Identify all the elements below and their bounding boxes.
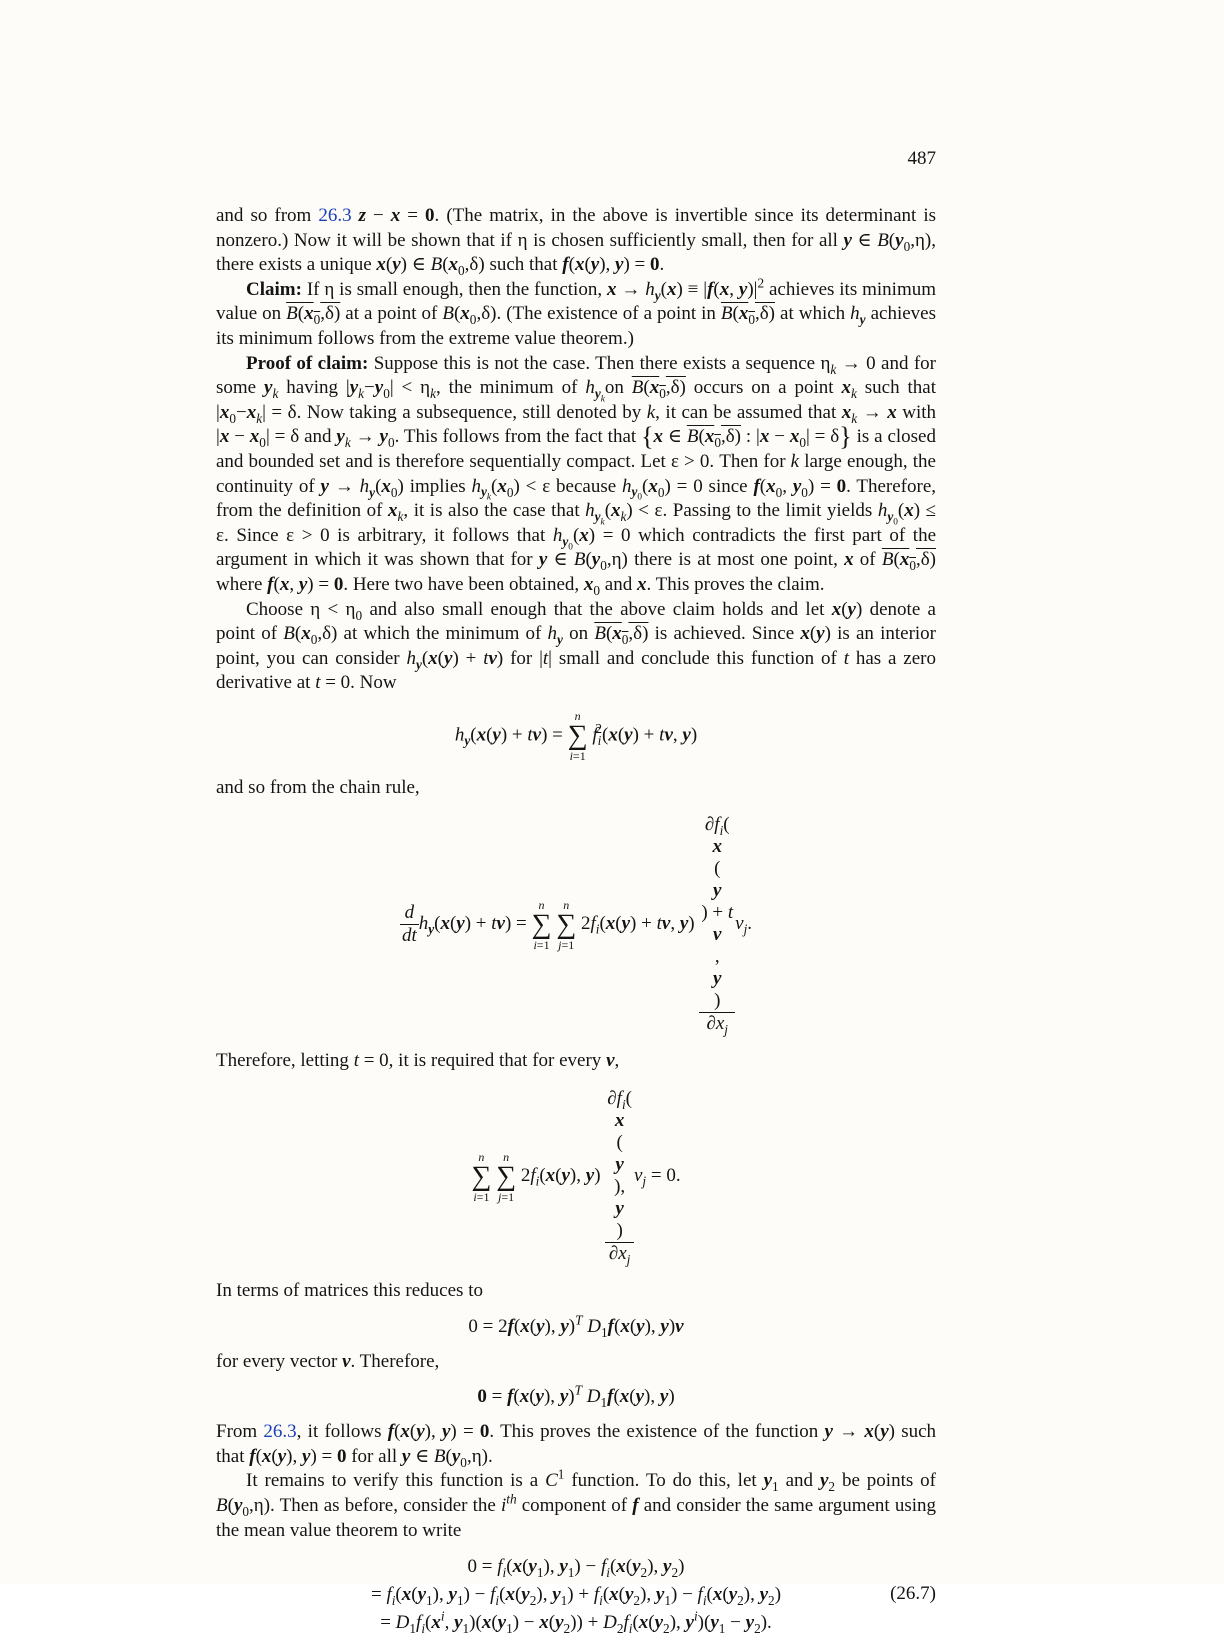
page-number: 487	[907, 148, 936, 169]
claim-heading: Claim:	[246, 278, 302, 300]
page-body	[216, 204, 936, 1647]
equation-3: n ∑ i=1 n ∑ j=1 $2f_i(x(y)$, y) $\partial f_i$( x ( y ), y ) $\partial x_j$ $v_j = 0$.	[471, 1088, 681, 1267]
paragraph-matrices: In terms of matrices this reduces to	[216, 1280, 483, 1302]
proof-heading: Proof of claim:	[246, 352, 369, 374]
equation-4: 0 = 2f(x(y), y)$^T$ $D_1f(x(y)$, y)v	[468, 1312, 684, 1340]
paragraph-claim: Claim: If η is small enough, then the function, $x \to h_y(x) \equiv |f(x$, $y)|^2$ achieves its minimum value on $B(x_0,\delta)$ at a point of $B(x_0,\delta)$. (The existence of a point in $B(x_0,\delta)$ at which $h_y$ achieves its minimum follows from the extreme value theorem.)	[216, 275, 936, 349]
equation-1: $h_y(x(y) + tv) = n$ ∑ i=1 $f_i^2(x(y)$ + tv, y)	[454, 708, 698, 763]
paragraph-every-vector: for every vector v. Therefore,	[216, 1350, 440, 1372]
paragraph-remains: It remains to verify this function is a $C^1$ function. To do this, let $y_1$ and $y_2$ be points of $B(y_0,\eta)$. Then as before, consider the $i^{th}$ component of f and consider the same argument using the mean value theorem to write	[216, 1467, 936, 1541]
ref-link-2[interactable]: 26.3	[263, 1421, 297, 1443]
equation-5: 0 = f(x(y), y)$^T$ $D_1f(x(y)$, y)	[477, 1382, 675, 1411]
paragraph-choose: Choose $\eta < \eta_0$ and also small enough that the above claim holds and let x(y) denote a point of $B(x_0,\delta)$ at which the minimum of $h_y$ on $B(x_0,\delta)$ is achieved. Since x(y) is an interior point, you can consider $h_y(x(y) + tv)$ for |t| small and conclude this function of t has a zero derivative at t = 0. Now	[216, 598, 936, 694]
paragraph-proof: Proof of claim: Suppose this is not the case. Then there exists a sequence $\eta_k \to 0$ and for some $y_k$ having $|y_k-y_0| < \eta_k$, the minimum of $h_{y_k}on$ $B(x_0,\delta)$ occurs on a point $x_k$ such that $|x_0-x_k| = \delta$. Now taking a subsequence, still denoted by k, it can be assumed that $x_k \to x$ with $|x - x_0| = \delta$ and $y_k \to y_0$. This follows from the fact that {x ∈ $B(x_0,\delta)$ : $|x - x_0| = \delta$} is a closed and bounded set and is therefore sequentially compact. Let ε > 0. Then for k large enough, the continuity of $y \to h_y(x_0)$ implies $h_{y_k}(x_0) < \varepsilon$ because $h_{y_0}(x_0) = 0$ since $f(x_0$, $y_0) = 0$. Therefore, from the definition of $x_k$, it is also the case that $h_{y_k}(x_k) < \varepsilon$. Passing to the limit yields $h_{y_0}(x) \le \varepsilon$. Since ε > 0 is arbitrary, it follows that $h_{y_0}(x) = 0$ which contradicts the first part of the argument in which it was shown that for y ∈ $B(y_0,\eta)$ there is at most one point, x of $B(x_0,\delta)$ where f(x, y) = 0. Here two have been obtained, $x_0$ and x. This proves the claim.	[216, 352, 937, 598]
equation-2: $\frac{d}{dt}$ $h_y(x(y) + tv) = n$ ∑ i=1 n ∑ j=1 $2f_i(x(y)$ + tv, y) $\partial f_i$( x ( y ) + t v , y ) $\partial x_j$ $v_j$.	[401, 814, 753, 1038]
equation-26-7: (26.7) $0 = f_i(x(y_1)$, $y_1) - f_i(x(y_2)$, $y_2$) = $f_i(x(y_1)$, $y_1) - f_i(x(y_2)$, $y_1) + f_i(x(y_2)$, $y_1) - f_i(x(y_2)$, $y_2$) = $D_1f_i(x^i$, $y_1)(x(y_1) - x(y_2)) + D_2f_i(x(y_2)$, $y^i)(y_1 - y_2)$.	[370, 1556, 936, 1637]
paragraph-chain-rule: and so from the chain rule,	[216, 776, 420, 798]
paragraph-intro: and so from 26.3 z − x = 0. (The matrix, in the above is invertible since its determinant is nonzero.) Now it will be shown that if η is chosen sufficiently small, then for all y ∈ $B(y_0,\eta)$, there exists a unique x(y) ∈ $B(x_0,\delta)$ such that f(x(y), y) = 0.	[216, 205, 936, 278]
equation-number: (26.7)	[890, 1583, 936, 1605]
paragraph-from-ref: From 26.3, it follows f(x(y), y) = 0. This proves the existence of the function y → x(y) such that f(x(y), y) = 0 for all y ∈ $B(y_0,\eta)$.	[216, 1421, 937, 1470]
paragraph-letting-t: Therefore, letting t = 0, it is required that for every v,	[216, 1050, 620, 1072]
ref-link[interactable]: 26.3	[318, 205, 352, 226]
